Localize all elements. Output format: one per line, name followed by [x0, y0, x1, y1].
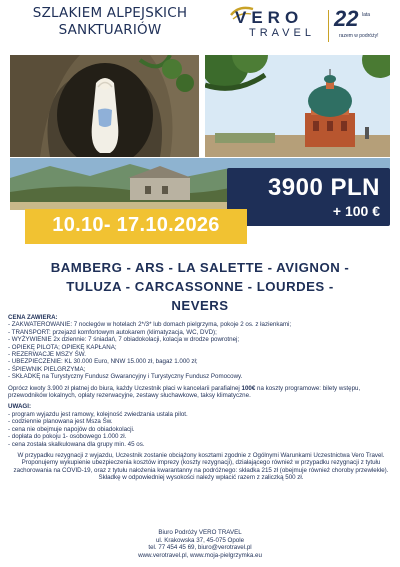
- grotto-illustration: [10, 55, 199, 157]
- footer-address: ul. Krakowska 37, 45-075 Opole: [155, 536, 245, 544]
- remarks-item: - cena została skalkulowana dla grupy min. 45 os.: [8, 440, 145, 448]
- includes-heading: CENA ZAWIERA:: [8, 314, 58, 321]
- photo-lourdes-grotto: [10, 55, 199, 157]
- logo-divider: [328, 10, 329, 42]
- trip-dates: 10.10- 17.10.2026: [52, 214, 220, 236]
- trip-details: [8, 314, 394, 486]
- church-illustration: [205, 55, 390, 157]
- price-extra: + 100 €: [332, 203, 380, 219]
- includes-item: - OPIEKĘ PILOTA; OPIEKĘ KAPŁANA;: [8, 343, 117, 351]
- price-box: [227, 168, 390, 226]
- remarks-section: [8, 403, 394, 447]
- title-line-2: SANKTUARIÓW: [58, 22, 162, 38]
- remarks-item: - cena nie obejmuje napojów do obiadokolacji.: [8, 425, 135, 433]
- includes-item: - SKŁADKĘ na Turystyczny Fundusz Gwarancyjny i Turystyczny Fundusz Pomocowy.: [8, 373, 243, 381]
- itinerary: [22, 258, 378, 315]
- footer-contact[interactable]: tel. 77 454 45 69, biuro@verotravel.pl: [148, 544, 252, 552]
- includes-item: - REZERWACJE MSZY ŚW.: [8, 351, 86, 359]
- remarks-item: - codziennie planowana jest Msza Św.: [8, 418, 113, 426]
- statue-figure: [92, 78, 119, 153]
- footer-office-name: Biuro Podróży VERO TRAVEL: [158, 529, 242, 536]
- title-line-1: SZLAKIEM ALPEJSKICH: [32, 5, 188, 21]
- footer-websites[interactable]: www.verotravel.pl, www.moja-pielgrzymka.eu: [138, 551, 262, 559]
- itinerary-line-1: BAMBERG - ARS - LA SALETTE - AVIGNON -: [50, 260, 350, 275]
- includes-section: [8, 314, 394, 381]
- remarks-heading: UWAGI:: [8, 403, 32, 411]
- logo-brand-top: VERO: [235, 8, 304, 27]
- photo-domed-church: [205, 55, 390, 157]
- logo-anniversary-number: 22: [334, 6, 359, 31]
- extra-note-after: na koszty programowe: bilety wstępu, przewodników lokalnych, opłaty rezerwacyjne, zestawy słuchawkowe, taksy klimatyczne.: [8, 384, 361, 400]
- includes-item: - UBEZPIECZENIE: KL 30.000 Euro, NNW 15.000 zł, bagaż 1.000 zł;: [8, 358, 198, 366]
- extra-costs-note: [8, 385, 394, 400]
- includes-item: - WYŻYWIENIE 2x dziennie: 7 śniadań, 7 obiadokolacji, kolacja w drodze powrotnej;: [8, 336, 240, 344]
- logo-brand-bottom: TRAVEL: [249, 27, 315, 39]
- itinerary-line-2: TULUZA - CARCASSONNE - LOURDES -: [66, 279, 334, 294]
- extra-note-before: Oprócz kwoty 3.900 zł płatnej do biura, każdy Uczestnik płaci w kancelarii parafialnej: [8, 384, 242, 392]
- includes-item: - TRANSPORT: przejazd komfortowym autokarem (klimatyzacja, WC, DVD);: [8, 328, 217, 336]
- resignation-note: W przypadku rezygnacji z wyjazdu, Uczestnik zostanie obciążony kosztami zgodnie z Ogólnymi Warunkami Uczestnictwa Vero Travel. Proponujemy wykupienie ubezpieczenia kosztów imprezy (koszty rezygnacji), działającego również w przypadku rezygnacji z tytułu zachorowania na COVID-19, oraz z tytułu nałożenia kwarantanny na podróżnego: składka 215 zł (obejmuje również choroby przewlekłe). Składkę w odpowiedniej wysokości należy wpłacić razem z zaliczką 500 zł.: [13, 451, 389, 482]
- vero-travel-logo: [235, 8, 395, 46]
- logo-anniversary-unit: lata: [362, 12, 371, 18]
- logo-anniversary-tagline: razem w podróży!: [339, 33, 379, 39]
- page-title: [10, 5, 210, 39]
- contact-footer: [0, 529, 400, 559]
- includes-item: - ZAKWATEROWANIE: 7 noclegów w hotelach 2*/3* lub domach pielgrzyma, pokoje 2 os. z łazienkami;: [8, 321, 292, 329]
- price-amount: 3900 PLN: [267, 174, 380, 201]
- remarks-item: - program wyjazdu jest ramowy, kolejność zwiedzania ustala pilot.: [8, 410, 188, 418]
- remarks-item: - dopłata do pokoju 1- osobowego 1.000 zł.: [8, 433, 127, 441]
- includes-item: - ŚPIEWNIK PIELGRZYMA;: [8, 365, 86, 373]
- extra-note-amount: 100€: [241, 384, 256, 392]
- dates-band: [25, 209, 247, 244]
- itinerary-line-3: NEVERS: [171, 298, 229, 313]
